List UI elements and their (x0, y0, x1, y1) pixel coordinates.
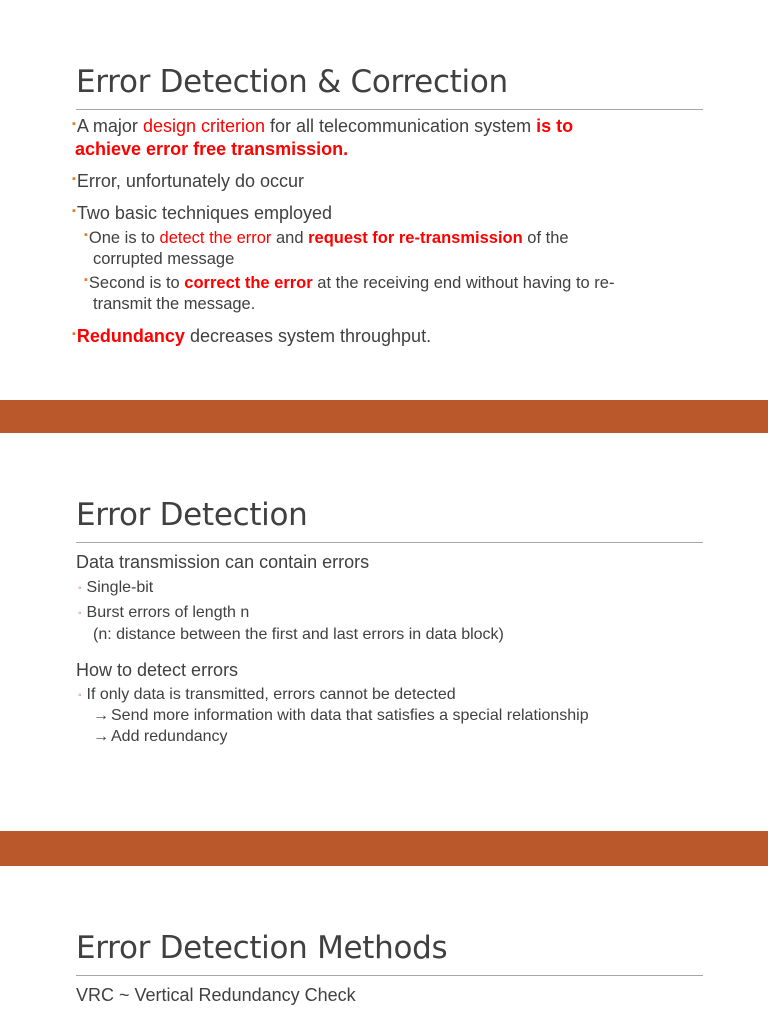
arrow-item-send-more: → Send more information with data that satisfies a special relationship (93, 707, 589, 724)
square-bullet-icon: ▪ (72, 118, 76, 130)
square-bullet-icon: ▪ (84, 229, 88, 241)
slide-error-detection-correction (0, 0, 768, 400)
slide-title: Error Detection (76, 497, 308, 533)
list-item-burst-errors: ◦ Burst errors of length n (78, 604, 250, 621)
list-item-single-bit: ◦ Single-bit (78, 579, 154, 596)
square-bullet-icon: ▪ (72, 173, 76, 185)
square-bullet-icon: ▪ (72, 328, 76, 340)
heading-vrc: VRC ~ Vertical Redundancy Check (76, 985, 356, 1005)
heading-data-transmission: Data transmission can contain errors (76, 552, 370, 572)
heading-how-to-detect: How to detect errors (76, 660, 239, 680)
bullet-design-criterion-cont: achieve error free transmission. (75, 139, 349, 159)
square-bullet-icon: ▪ (84, 274, 88, 286)
square-bullet-icon: ▪ (72, 205, 76, 217)
sub-bullet-correct: ▪Second is to correct the error at the receiving end without having to re- (84, 274, 615, 292)
slide-title: Error Detection Methods (76, 930, 448, 966)
circle-bullet-icon: ◦ (78, 583, 82, 594)
bullet-two-techniques: ▪Two basic techniques employed (72, 203, 333, 223)
bullet-design-criterion: ▪A major design criterion for all telecommunication system is to (72, 116, 574, 136)
slide-error-detection (0, 433, 768, 831)
title-divider (76, 542, 703, 543)
circle-bullet-icon: ◦ (78, 690, 82, 701)
sub-bullet-correct-cont: transmit the message. (93, 295, 256, 313)
bullet-errors-occur: ▪Error, unfortunately do occur (72, 171, 305, 191)
circle-bullet-icon: ◦ (78, 608, 82, 619)
arrow-right-icon: → (93, 728, 109, 745)
slide-separator-band (0, 831, 768, 866)
slide-separator-band (0, 400, 768, 433)
title-divider (76, 975, 703, 976)
slide-error-detection-methods (0, 866, 768, 1024)
sub-bullet-detect-cont: corrupted message (93, 250, 235, 268)
arrow-item-add-redundancy: → Add redundancy (93, 728, 228, 745)
list-item-data-only: ◦ If only data is transmitted, errors cannot be detected (78, 686, 456, 703)
slide-title: Error Detection & Correction (76, 64, 508, 100)
bullet-redundancy: ▪Redundancy decreases system throughput. (72, 326, 432, 346)
list-item-burst-errors-note: (n: distance between the first and last errors in data block) (93, 626, 504, 643)
title-divider (76, 109, 703, 110)
arrow-right-icon: → (93, 707, 109, 724)
sub-bullet-detect: ▪One is to detect the error and request for re-transmission of the (84, 229, 569, 247)
